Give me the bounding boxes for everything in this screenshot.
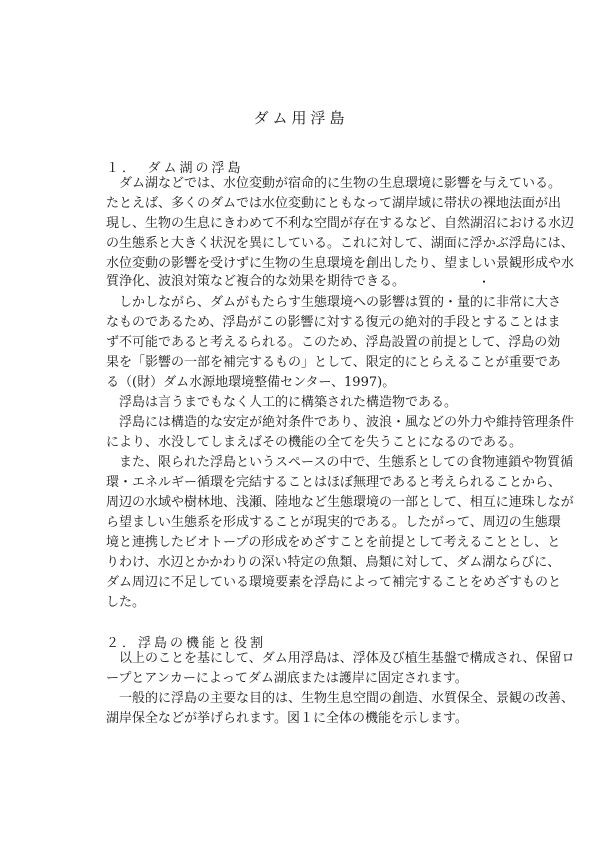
paragraph-line: 湖岸保全などが挙げられます。図１に全体の機能を示します。 [106,711,468,726]
paragraph-line: により、水没してしまえばその機能の全てを失うことになるのである。 [106,435,523,450]
paragraph-line: 質浄化、波浪対策など複合的な効果を期待できる。 [106,274,406,289]
section-1-heading: １． ダム湖の浮島 [106,161,244,176]
paragraph-line: の生態系と大きく状況を異にしている。これに対して、湖面に浮かぶ浮島には、 [106,236,574,251]
paragraph-line: 境と連携したビオトープの形成をめざすことを前提として考えることとし、と [106,535,561,550]
paragraph-line: 浮島には構造的な安定が絶対条件であり、波浪・風などの外力や維持管理条件 [106,415,575,430]
paragraph-line: りわけ、水辺とかかわりの深い特定の魚類、鳥類に対して、ダム湖ならびに、 [106,555,561,570]
stray-dot-mark: ・ [478,275,491,289]
paragraph-line: 果を「影響の一部を補完するもの」として、限定的にとらえることが重要であ [106,355,561,370]
paragraph-line: ず不可能であると考えるられる。このため、浮島設置の前提として、浮島の効 [106,335,561,350]
paragraph-line: また、限られた浮島というスペースの中で、生態系としての食物連鎖や物質循 [106,455,574,470]
paragraph-line: 以上のことを基にして、ダム用浮島は、浮体及び植生基盤で構成され、保留ロ [106,651,575,666]
paragraph-line: なものであるため、浮島がこの影響に対する復元の絶対的手段とすることはま [106,315,561,330]
paragraph-line: 浮島は言うまでもなく人工的に構築された構造物である。 [106,395,458,410]
paragraph-line: しかしながら、ダムがもたらす生態環境への影響は質的・量的に非常に大さ [106,295,562,310]
paragraph-line: 現し、生物の生息にきわめて不利な空間が存在するなど、自然湖沼における水辺 [106,216,575,231]
paragraph-line: ら望ましい生態系を形成することが現実的である。したがって、周辺の生態環 [106,515,561,530]
paragraph-line: たとえば、多くのダムでは水位変動にともなって湖岸域に帯状の裸地法面が出 [106,196,562,211]
paragraph-line: ープとアンカーによってダム湖底または護岸に固定されます。 [106,671,468,686]
paragraph-line: ダム湖などでは、水位変動が宿命的に生物の生息環境に影響を与えている。 [106,176,562,191]
paragraph-line: る（(財）ダム水源地環境整備センター、1997)。 [106,375,396,390]
paragraph-line: 水位変動の影響を受けずに生物の生息環境を創出したり、望ましい景観形成や水 [106,256,575,271]
document-title: ダム用浮島 [253,109,349,127]
paragraph-line: した。 [106,595,146,610]
paragraph-line: ダム周辺に不足している環境要素を浮島によって補完することをめざすものと [106,575,562,590]
paragraph-line: 一般的に浮島の主要な目的は、生物生息空間の創造、水質保全、景観の改善、 [106,691,575,706]
paragraph-line: 環・エネルギー循環を完結することはほぼ無理であると考えられることから、 [106,475,562,490]
section-2-heading: ２．浮島の機能と役割 [106,636,267,651]
paragraph-line: 周辺の水域や樹林地、浅瀬、陸地など生態環境の一部として、相互に連珠しなが [106,495,574,510]
